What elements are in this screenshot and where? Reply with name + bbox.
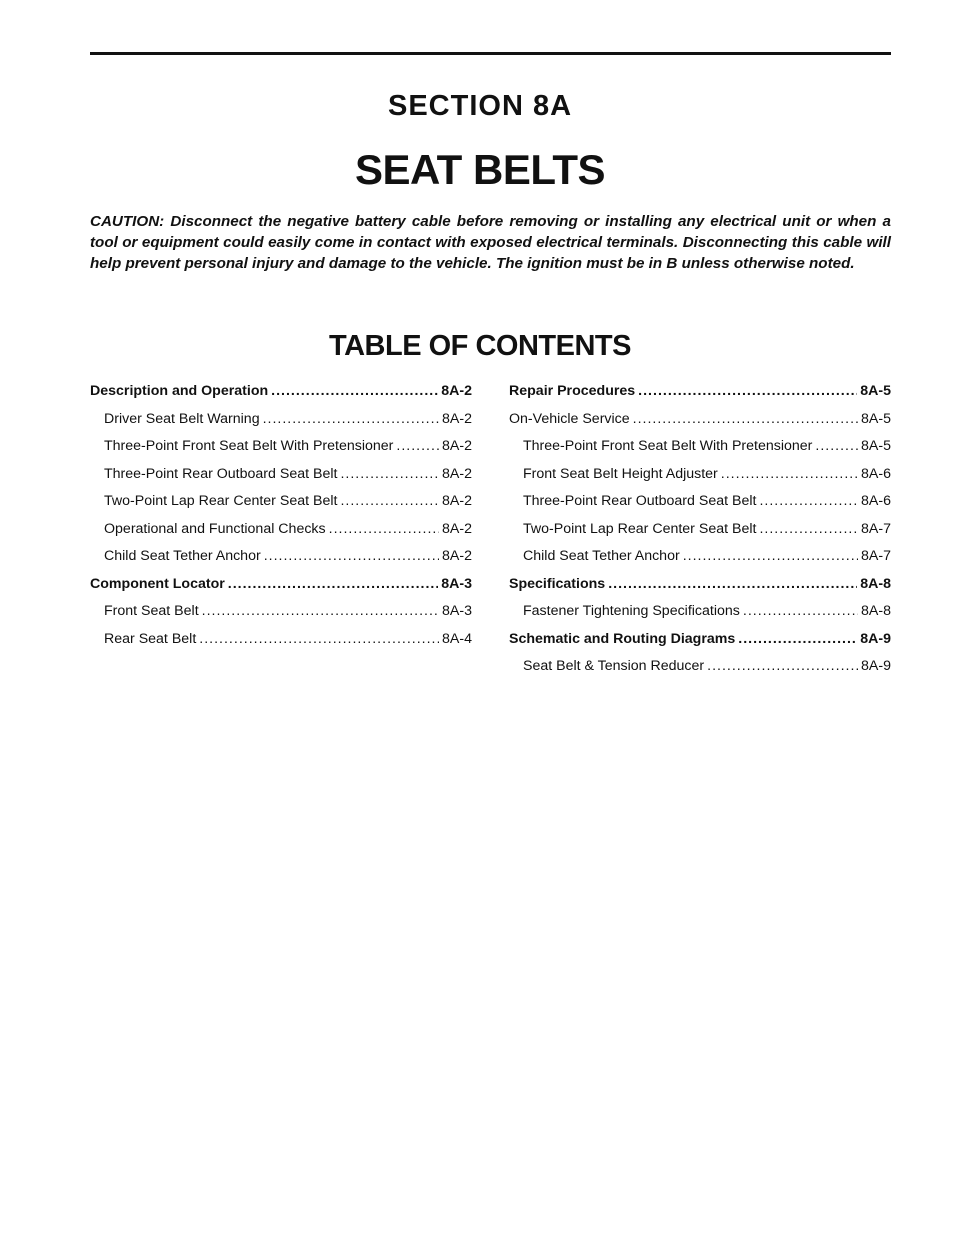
toc-entry-label: On-Vehicle Service	[509, 410, 630, 427]
toc-entry-label: Three-Point Rear Outboard Seat Belt	[523, 493, 757, 509]
toc-leader-dots	[759, 493, 858, 509]
toc-entry-label: Repair Procedures	[509, 383, 636, 399]
toc-entry[interactable]	[509, 521, 891, 549]
toc-entry-page: 8A-5	[860, 383, 891, 399]
toc-entry-label: Front Seat Belt	[104, 603, 199, 619]
toc-entry-label: Description and Operation	[90, 383, 269, 399]
toc-entry[interactable]	[90, 493, 472, 521]
toc-entry-label: Schematic and Routing Diagrams	[509, 630, 736, 647]
toc-leader-dots	[721, 466, 858, 482]
toc-leader-dots	[271, 383, 438, 399]
toc-entry-label: Child Seat Tether Anchor	[523, 548, 680, 564]
page-title: SEAT BELTS	[354, 146, 606, 193]
toc-entry[interactable]	[509, 411, 891, 439]
toc-entry-label: Operational and Functional Checks	[104, 520, 326, 537]
toc-entry-label: Seat Belt & Tension Reducer	[523, 658, 705, 674]
toc-entry-page: 8A-9	[861, 658, 891, 674]
toc-entry-page: 8A-5	[861, 410, 891, 427]
toc-entry-page: 8A-2	[442, 438, 472, 454]
toc-entry[interactable]	[509, 438, 891, 466]
toc-entry[interactable]	[90, 411, 472, 439]
toc-leader-dots	[633, 411, 858, 427]
toc-entry[interactable]	[509, 383, 891, 411]
toc-entry[interactable]	[90, 383, 472, 411]
toc-leader-dots	[228, 576, 438, 592]
toc-entry[interactable]	[509, 576, 891, 604]
toc-leader-dots	[683, 548, 858, 564]
toc-entry-page: 8A-8	[860, 575, 891, 592]
toc-entry-page: 8A-2	[442, 493, 472, 509]
toc-entry-page: 8A-2	[442, 548, 472, 564]
toc-entry-page: 8A-6	[861, 493, 891, 509]
toc-entry[interactable]	[509, 493, 891, 521]
toc-entry[interactable]	[90, 438, 472, 466]
toc-entry-label: Three-Point Front Seat Belt With Pretensioner	[104, 438, 394, 454]
toc-left-column	[90, 383, 472, 658]
toc-entry-page: 8A-9	[860, 630, 891, 647]
toc-entry-label: Rear Seat Belt	[104, 630, 197, 647]
toc-leader-dots	[743, 603, 858, 619]
toc-entry-page: 8A-6	[861, 465, 891, 482]
toc-leader-dots	[263, 411, 439, 427]
toc-entry-page: 8A-2	[442, 520, 472, 537]
toc-entry-page: 8A-3	[442, 603, 472, 619]
toc-entry-page: 8A-3	[441, 575, 472, 592]
toc-entry-label: Component Locator	[90, 575, 225, 592]
toc-entry-label: Fastener Tightening Specifications	[523, 603, 740, 619]
toc-heading: TABLE OF CONTENTS	[329, 330, 631, 362]
toc-leader-dots	[340, 493, 439, 509]
toc-entry-page: 8A-2	[442, 410, 472, 427]
toc-right-column	[509, 383, 891, 686]
toc-entry-label: Three-Point Front Seat Belt With Pretensioner	[523, 438, 813, 454]
toc-entry[interactable]	[509, 466, 891, 494]
toc-entry[interactable]	[509, 658, 891, 686]
toc-entry-label: Specifications	[509, 575, 606, 592]
toc-leader-dots	[608, 576, 857, 592]
toc-leader-dots	[329, 521, 439, 537]
toc-entry[interactable]	[90, 576, 472, 604]
toc-leader-dots	[707, 658, 858, 674]
toc-entry-page: 8A-5	[861, 438, 891, 454]
toc-leader-dots	[199, 631, 439, 647]
toc-leader-dots	[638, 383, 857, 399]
toc-leader-dots	[396, 438, 439, 454]
toc-entry-page: 8A-7	[861, 520, 891, 537]
toc-entry[interactable]	[90, 521, 472, 549]
toc-entry-page: 8A-2	[441, 383, 472, 399]
toc-leader-dots	[738, 631, 857, 647]
toc-leader-dots	[264, 548, 439, 564]
toc-leader-dots	[340, 466, 439, 482]
toc-entry-page: 8A-4	[442, 630, 472, 647]
toc-entry-label: Child Seat Tether Anchor	[104, 548, 261, 564]
caution-notice: CAUTION: Disconnect the negative battery cable before removing or installing any electrical unit or when a tool or equipment could easily come in contact with exposed electrical terminals. Disconnecting this cable will help prevent personal injury and damage to the vehicle. The ignition must be in B unless otherwise noted.	[90, 213, 891, 272]
toc-entry-label: Front Seat Belt Height Adjuster	[523, 465, 718, 482]
toc-entry[interactable]	[90, 631, 472, 659]
toc-entry[interactable]	[509, 548, 891, 576]
toc-entry[interactable]	[90, 548, 472, 576]
toc-entry[interactable]	[509, 631, 891, 659]
toc-entry-page: 8A-2	[442, 465, 472, 482]
toc-leader-dots	[759, 521, 858, 537]
toc-leader-dots	[202, 603, 439, 619]
top-rule	[90, 52, 891, 55]
toc-entry[interactable]	[90, 603, 472, 631]
section-label: SECTION 8A	[387, 90, 573, 122]
toc-entry-label: Two-Point Lap Rear Center Seat Belt	[523, 520, 757, 537]
toc-entry-label: Three-Point Rear Outboard Seat Belt	[104, 465, 338, 482]
toc-entry-page: 8A-8	[861, 603, 891, 619]
toc-entry[interactable]	[90, 466, 472, 494]
toc-leader-dots	[815, 438, 858, 454]
toc-entry[interactable]	[509, 603, 891, 631]
toc-entry-label: Driver Seat Belt Warning	[104, 410, 260, 427]
toc-entry-page: 8A-7	[861, 548, 891, 564]
toc-entry-label: Two-Point Lap Rear Center Seat Belt	[104, 493, 338, 509]
